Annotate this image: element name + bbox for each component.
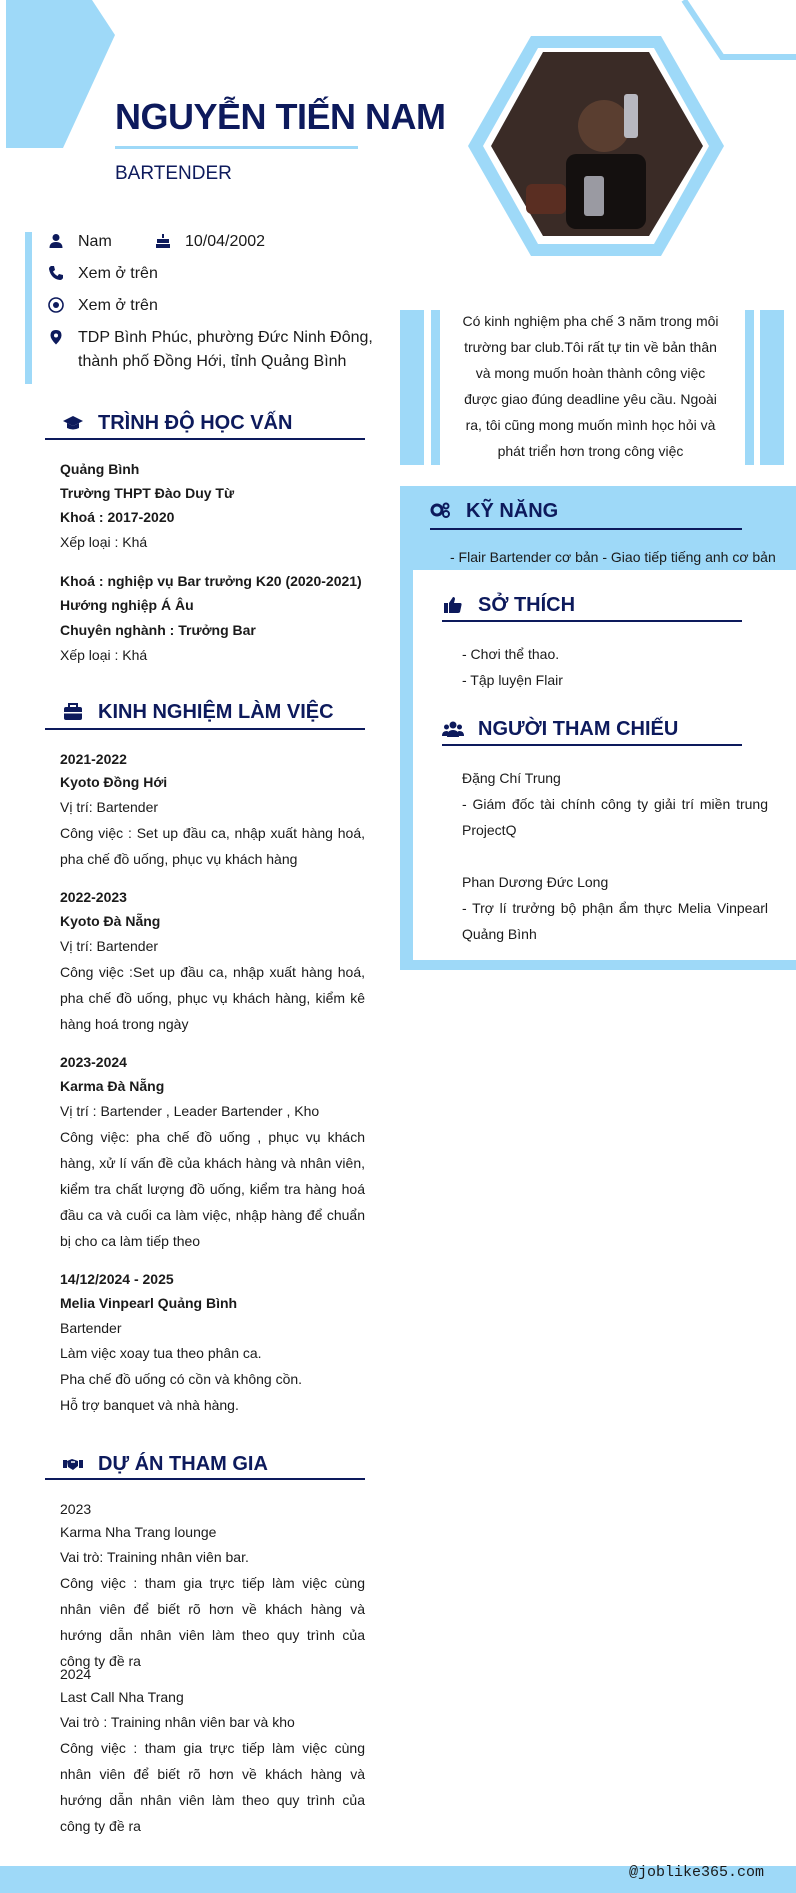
project-1-description: Công việc : tham gia trực tiếp làm việc cùng nhân viên để biết rõ hơn về khách hàng và hướng dẫn nhân viên làm theo quy trình của công ty đề ra xyxy=(60,1575,365,1669)
education-2-major: Chuyên nghành : Trưởng Bar xyxy=(60,622,256,638)
references-divider xyxy=(442,744,742,746)
education-heading xyxy=(62,408,292,438)
education-1-school: Trường THPT Đào Duy Từ xyxy=(60,485,235,501)
name-underline xyxy=(115,146,358,149)
reference-2-name: Phan Dương Đức Long xyxy=(462,874,609,890)
education-divider xyxy=(45,438,365,440)
graduation-cap-icon xyxy=(62,413,84,433)
phone-icon xyxy=(48,265,64,281)
email-icon xyxy=(48,297,64,313)
job-2-period: 2022-2023 xyxy=(60,889,127,905)
education-2-rank: Xếp loại : Khá xyxy=(60,647,148,663)
summary-line: ra, tôi cũng mong muốn mình học hỏi và xyxy=(465,417,716,433)
experience-title: KINH NGHIỆM LÀM VIỆC xyxy=(98,700,334,723)
gender-value: Nam xyxy=(78,233,112,250)
project-1-year: 2023 xyxy=(60,1501,92,1517)
reference-1-name: Đặng Chí Trung xyxy=(462,770,561,786)
job-4-position: Bartender xyxy=(60,1320,122,1336)
right-panel-left-border xyxy=(400,570,413,970)
job-2-company: Kyoto Đà Nẵng xyxy=(60,913,161,929)
phone-value: Xem ở trên xyxy=(78,265,158,282)
hobbies-title: SỞ THÍCH xyxy=(478,593,576,616)
job-4-line-3: Hỗ trợ banquet và nhà hàng. xyxy=(60,1397,239,1413)
job-1-description: Công việc : Set up đầu ca, nhập xuất hàng hoá, pha chế đồ uống, phục vụ khách hàng xyxy=(60,825,365,867)
hobby-2: - Tập luyện Flair xyxy=(462,672,563,688)
job-3-period: 2023-2024 xyxy=(60,1054,127,1070)
gender-row xyxy=(48,230,112,254)
job-4-line-2: Pha chế đồ uống có cồn và không cồn. xyxy=(60,1371,303,1387)
profile-photo xyxy=(466,34,726,259)
email-row xyxy=(48,294,158,318)
job-1-company: Kyoto Đồng Hới xyxy=(60,774,168,790)
users-icon xyxy=(442,719,464,739)
top-left-hexagon-decoration xyxy=(0,0,120,150)
project-2-role: Vai trò : Training nhân viên bar và kho xyxy=(60,1714,295,1730)
job-4-line-1: Làm việc xoay tua theo phân ca. xyxy=(60,1345,262,1361)
candidate-name: NGUYỄN TIẾN NAM xyxy=(115,96,446,137)
footer-url[interactable]: @joblike365.com xyxy=(628,1864,764,1881)
skills-divider xyxy=(430,528,742,530)
education-1-place: Quảng Bình xyxy=(60,461,140,477)
contact-accent-bar xyxy=(25,232,32,384)
skills-text: - Flair Bartender cơ bản - Giao tiếp tiếng anh cơ bản xyxy=(450,549,776,565)
hobby-1: - Chơi thể thao. xyxy=(462,646,560,662)
projects-heading xyxy=(62,1449,268,1479)
user-icon xyxy=(48,233,64,249)
project-1-role: Vai trò: Training nhân viên bar. xyxy=(60,1549,249,1565)
summary-bar-left-outer xyxy=(400,310,424,465)
education-2-school: Hướng nghiệp Á Âu xyxy=(60,597,194,613)
education-title: TRÌNH ĐỘ HỌC VẤN xyxy=(98,411,293,434)
address-row xyxy=(48,326,373,374)
summary-bar-left-inner xyxy=(431,310,440,465)
reference-1-description: - Giám đốc tài chính công ty giải trí miền trung ProjectQ xyxy=(462,796,768,838)
experience-divider xyxy=(45,728,365,730)
handshake-icon xyxy=(62,1454,84,1474)
job-1-position: Vị trí: Bartender xyxy=(60,799,159,815)
education-2-course: Khoá : nghiệp vụ Bar trưởng K20 (2020-2021) xyxy=(60,573,362,589)
birthday-row xyxy=(155,230,265,254)
phone-row xyxy=(48,262,158,286)
references-heading xyxy=(442,714,678,744)
project-2-year: 2024 xyxy=(60,1666,92,1682)
projects-title: DỰ ÁN THAM GIA xyxy=(98,1452,268,1475)
project-1-name: Karma Nha Trang lounge xyxy=(60,1524,217,1540)
thumbs-up-icon xyxy=(442,595,464,615)
email-value: Xem ở trên xyxy=(78,297,158,314)
summary-bar-right-inner xyxy=(745,310,754,465)
job-2-description: Công việc :Set up đầu ca, nhập xuất hàng hoá, pha chế đồ uống, phục vụ khách hàng, kiểm kê hàng hoá trong ngày xyxy=(60,964,365,1032)
job-3-company: Karma Đà Nẵng xyxy=(60,1078,165,1094)
education-1-rank: Xếp loại : Khá xyxy=(60,534,148,550)
address-line-2: thành phố Đồng Hới, tỉnh Quảng Bình xyxy=(78,353,347,370)
experience-heading xyxy=(62,697,334,727)
summary-bar-right-outer xyxy=(760,310,784,465)
job-2-position: Vị trí: Bartender xyxy=(60,938,159,954)
references-title: NGƯỜI THAM CHIẾU xyxy=(478,717,679,740)
education-1-course: Khoá : 2017-2020 xyxy=(60,509,175,525)
skills-title: KỸ NĂNG xyxy=(466,499,559,522)
gears-icon xyxy=(430,501,452,521)
right-panel-bottom-border xyxy=(400,960,796,970)
summary-line: trường bar club.Tôi rất tự tin về bản thân xyxy=(464,339,717,355)
hobbies-divider xyxy=(442,620,742,622)
projects-divider xyxy=(45,1478,365,1480)
job-3-position: Vị trí : Bartender , Leader Bartender , Kho xyxy=(60,1103,320,1119)
hobbies-heading xyxy=(442,590,575,620)
job-title: BARTENDER xyxy=(115,163,232,184)
location-pin-icon xyxy=(48,329,64,345)
address-value xyxy=(78,326,373,374)
project-2-description: Công việc : tham gia trực tiếp làm việc cùng nhân viên để biết rõ hơn về khách hàng và hướng dẫn nhân viên làm theo quy trình của công ty đề ra xyxy=(60,1740,365,1834)
birthday-value: 10/04/2002 xyxy=(185,233,266,250)
job-1-period: 2021-2022 xyxy=(60,751,127,767)
summary-line: được giao đúng deadline yêu cầu. Ngoài xyxy=(464,391,717,407)
summary-line: phát triển hơn trong công việc xyxy=(497,443,684,459)
job-4-company: Melia Vinpearl Quảng Bình xyxy=(60,1295,238,1311)
project-2-name: Last Call Nha Trang xyxy=(60,1689,184,1705)
address-line-1: TDP Bình Phúc, phường Đức Ninh Đông, xyxy=(78,329,373,346)
reference-2-description: - Trợ lí trưởng bộ phận ẩm thực Melia Vinpearl Quảng Bình xyxy=(462,900,768,942)
briefcase-icon xyxy=(62,702,84,722)
summary-line: Có kinh nghiệm pha chế 3 năm trong môi xyxy=(462,313,719,329)
job-4-period: 14/12/2024 - 2025 xyxy=(60,1271,174,1287)
birthday-cake-icon xyxy=(155,233,171,249)
summary-line: và mong muốn hoàn thành công việc xyxy=(475,365,706,381)
summary-text xyxy=(458,308,723,464)
job-3-description: Công việc: pha chế đồ uống , phục vụ khách hàng, xử lí vấn đề của khách hàng và nhân viên, kiểm tra chất lượng đồ uống, kiểm tra hàng hoá đầu ca và cuối ca làm việc, nhập hàng để chuẩn bị cho ca làm tiếp theo xyxy=(60,1129,365,1249)
skills-heading xyxy=(430,496,558,526)
